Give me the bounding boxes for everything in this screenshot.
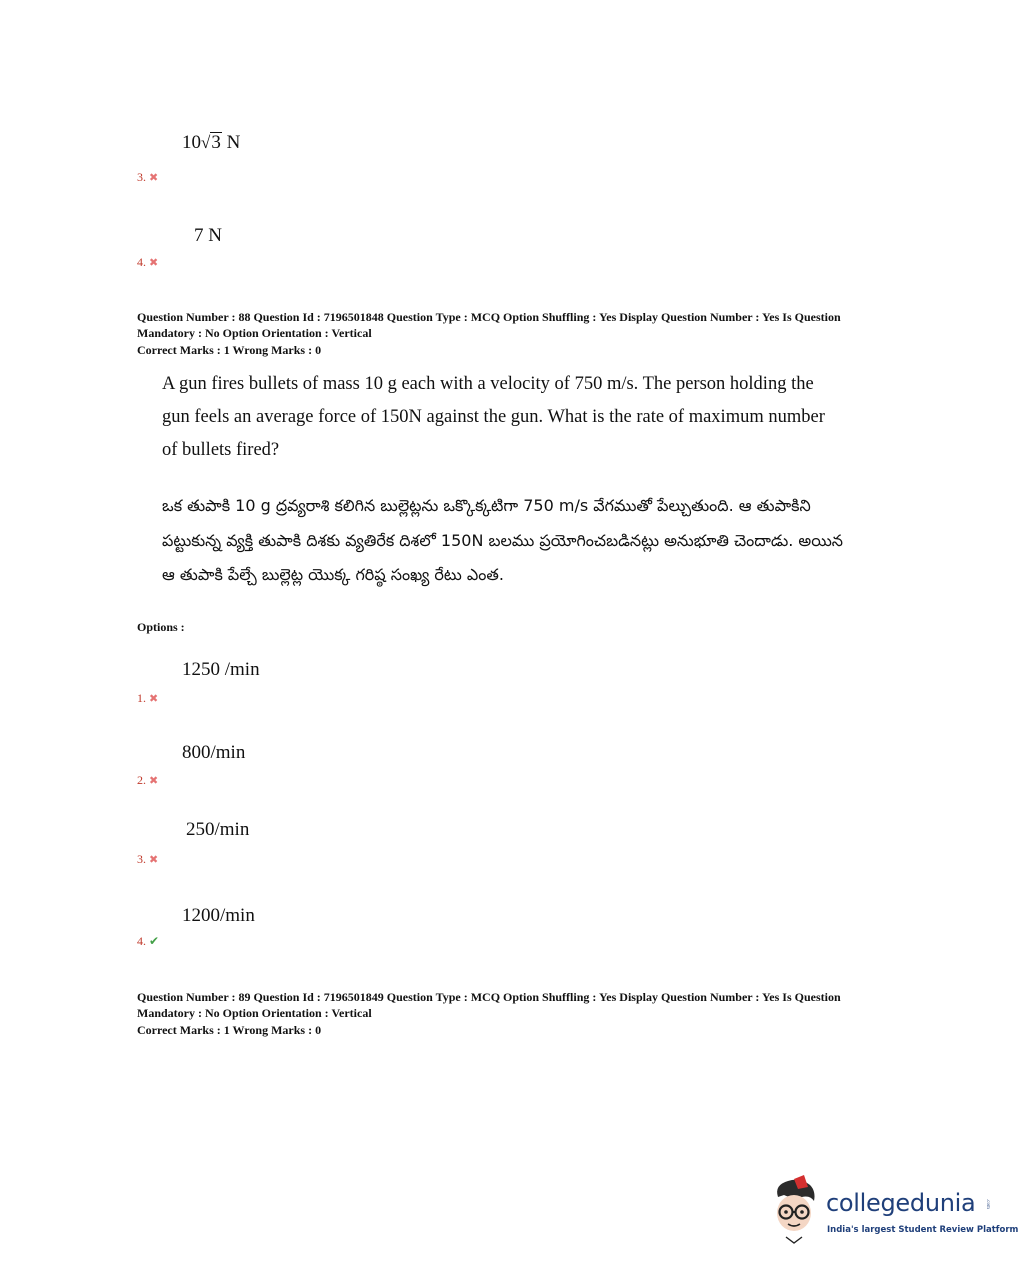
question-88-meta: Question Number : 88 Question Id : 7196501848 Question Type : MCQ Option Shuffling : Yes Display Question Number : Yes Is Question Mandatory : No Option Orientation : Vertical Correct Marks : 1 Wrong Marks : 0 xyxy=(137,310,841,357)
question-89-meta: Question Number : 89 Question Id : 7196501849 Question Type : MCQ Option Shuffling : Yes Display Question Number : Yes Is Question Mandatory : No Option Orientation : Vertical Correct Marks : 1 Wrong Marks : 0 xyxy=(137,990,841,1037)
logo-tagline: India's largest Student Review Platform xyxy=(827,1225,1019,1235)
option-3-number: 3. ✖ xyxy=(137,852,159,866)
option-3-text: 250/min xyxy=(186,819,250,840)
option-1-number: 1. ✖ xyxy=(137,691,159,705)
wrong-mark-icon: ✖ xyxy=(149,854,159,866)
prev-option-3-number: 3. ✖ xyxy=(137,170,159,184)
option-1-text: 1250 /min xyxy=(182,659,260,680)
option-4-text: 1200/min xyxy=(182,905,255,926)
option-4-number: 4. ✔ xyxy=(137,934,160,948)
wrong-mark-icon: ✖ xyxy=(149,693,159,705)
wrong-mark-icon: ✖ xyxy=(149,257,159,269)
prev-option-3-text: 10√3 N xyxy=(182,132,241,153)
mascot-icon xyxy=(764,1175,824,1245)
logo-brand-text: collegedunia xyxy=(826,1189,976,1217)
prev-option-4-text: 7 N xyxy=(194,225,222,246)
wrong-mark-icon: ✖ xyxy=(149,775,159,787)
logo-domain-suffix: .com xyxy=(985,1199,990,1209)
options-label: Options : xyxy=(137,620,185,634)
question-88-text-english: A gun fires bullets of mass 10 g each with a velocity of 750 m/s. The person holding the gun feels an average force of 150N against the gun. What is the rate of maximum number of bullets fired? xyxy=(162,374,825,460)
option-2-text: 800/min xyxy=(182,742,246,763)
question-88-text-telugu: ఒక తుపాకి 10 g ద్రవ్యరాశి కలిగిన బుల్లెట్లను ఒక్కొక్కటిగా 750 m/s వేగముతో పేల్చుతుంది. ఆ తుపాకిని పట్టుకున్న వ్యక్తి తుపాకి దిశకు వ్యతిరేక దిశలో 150N బలము ప్రయోగించబడినట్లు అనుభూతి చెందాడు. అయిన ఆ తుపాకి పేల్చే బుల్లెట్ల యొక్క గరిష్ఠ సంఖ్య రేటు ఎంత. xyxy=(162,496,844,584)
correct-mark-icon: ✔ xyxy=(149,934,160,948)
wrong-mark-icon: ✖ xyxy=(149,172,159,184)
prev-option-4-number: 4. ✖ xyxy=(137,255,159,269)
collegedunia-logo xyxy=(764,1175,1019,1245)
option-2-number: 2. ✖ xyxy=(137,773,159,787)
